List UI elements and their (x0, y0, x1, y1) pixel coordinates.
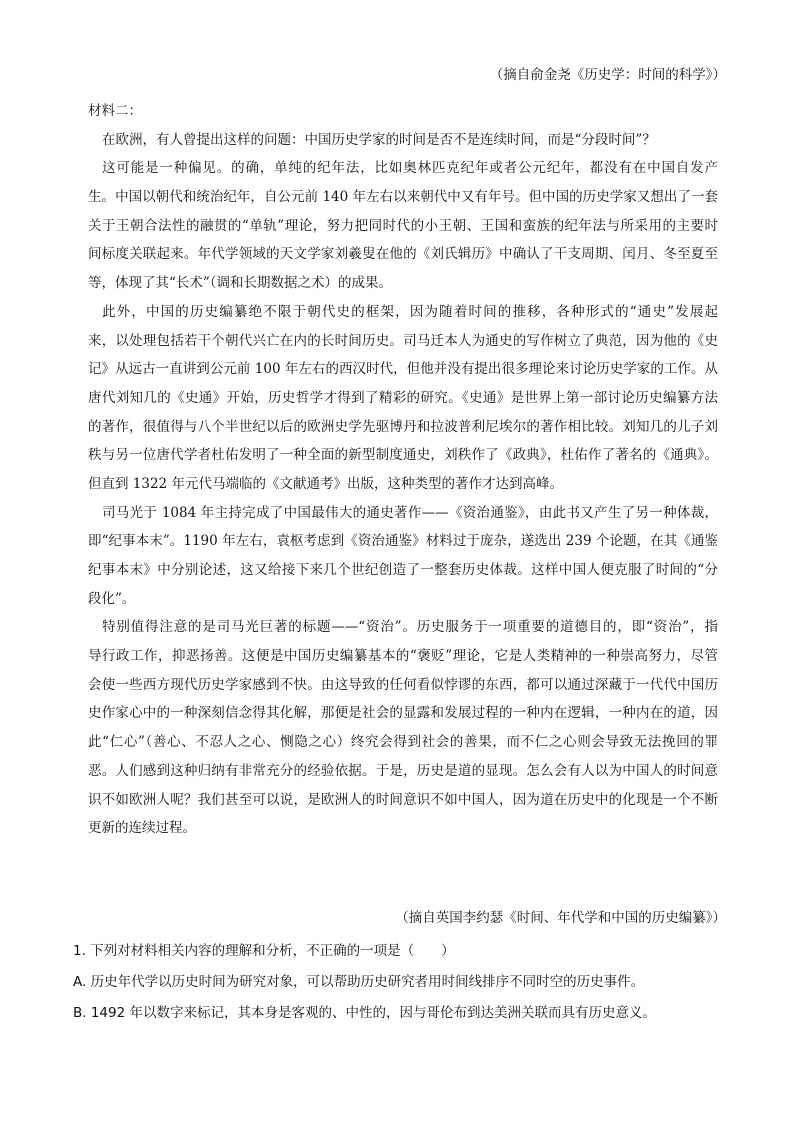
paragraph-line: 的著作，很值得与八个半世纪以后的欧洲史学先驱博丹和拉波普利尼埃尔的著作相比较。刘知几的儿子刘 (88, 418, 718, 435)
source-attribution-1: （摘自俞金尧《历史学：时间的科学》） (489, 67, 726, 83)
question-stem: 1. 下列对材料相关内容的理解和分析，不正确的一项是（ ） (73, 943, 455, 959)
paragraph-line: 来，以处理包括若干个朝代兴亡在内的长时间历史。司马迁本人为通史的写作树立了典范，因为他的《史 (88, 332, 718, 349)
material-two-body (88, 97, 718, 843)
material-heading: 材料二： (88, 103, 142, 119)
paragraph-line: 特别值得注意的是司马光巨著的标题——“资治”。历史服务于一项重要的道德目的，即“资治”，指 (102, 619, 718, 636)
paragraph-line: 司马光于 1084 年主持完成了中国最伟大的通史著作——《资治通鉴》，由此书又产生了另一种体裁， (102, 504, 718, 521)
paragraph-line: 但直到 1322 年元代马端临的《文献通考》出版，这种类型的著作才达到高峰。 (88, 475, 563, 492)
paragraph-line: 唐代刘知几的《史通》开始，历史哲学才得到了精彩的研究。《史通》是世界上第一部讨论历史编纂方法 (88, 389, 718, 406)
paragraph-line: 恶。人们感到这种归纳有非常充分的经验依据。于是，历史是道的显现。怎么会有人以为中国人的时间意 (88, 762, 718, 779)
paragraph-line: 记》从远古一直讲到公元前 100 年左右的西汉时代，但他并没有提出很多理论来讨论历史学家的工作。从 (88, 361, 718, 378)
paragraph-line: 这可能是一种偏见。的确，单纯的纪年法，比如奥林匹克纪年或者公元纪年，都没有在中国自发产 (102, 160, 718, 177)
paragraph-line: 即“纪事本末”。1190 年左右，袁枢考虑到《资治通鉴》材料过于庞杂，遂选出 239 个论题，在其《通鉴 (88, 533, 718, 550)
paragraph-line: 生。中国以朝代和统治纪年，自公元前 140 年左右以来朝代中又有年号。但中国的历史学家又想出了一套 (88, 189, 718, 206)
paragraph-line: 更新的连续过程。 (88, 820, 196, 837)
question-option-a: A. 历史年代学以历史时间为研究对象，可以帮助历史研究者用时间线排序不同时空的历史事件。 (73, 974, 645, 990)
paragraph-line: 间标度关联起来。年代学领域的天文学家刘羲叟在他的《刘氏辑历》中确认了干支周期、闰月、冬至夏至 (88, 246, 718, 263)
paragraph-line: 关于王朝合法性的融贯的“单轨”理论，努力把同时代的小王朝、王国和蛮族的纪年法与所采用的主要时 (88, 217, 718, 234)
paragraph-line: 史作家心中的一种深刻信念得其化解，那便是社会的显露和发展过程的一种内在逻辑，一种内在的道，因 (88, 705, 718, 722)
source-attribution-2: （摘自英国李约瑟《时间、年代学和中国的历史编纂》） (395, 910, 726, 926)
paragraph-line: 识不如欧洲人呢？我们甚至可以说，是欧洲人的时间意识不如中国人，因为道在历史中的化现是一个不断 (88, 791, 718, 808)
paragraph-line: 会使一些西方现代历史学家感到不快。由这导致的任何看似悖谬的东西，都可以通过深藏于一代代中国历 (88, 676, 718, 693)
paragraph-line: 此外，中国的历史编纂绝不限于朝代史的框架，因为随着时间的推移，各种形式的“通史”发展起 (102, 303, 718, 320)
paragraph-line: 秩与另一位唐代学者杜佑发明了一种全面的新型制度通史，刘秩作了《政典》，杜佑作了著名的《通典》。 (88, 447, 718, 464)
paragraph-line: 此“仁心”（善心、不忍人之心、恻隐之心）终究会得到社会的善果，而不仁之心则会导致无法挽回的罪 (88, 734, 718, 751)
paragraph-line: 等，体现了其“长术”（调和长期数据之术）的成果。 (88, 275, 393, 292)
paragraph-line: 导行政工作，抑恶扬善。这便是中国历史编纂基本的“褒贬”理论，它是人类精神的一种崇高努力，尽管 (88, 648, 718, 665)
question-option-b: B. 1492 年以数字来标记，其本身是客观的、中性的，因与哥伦布到达美洲关联而具有历史意义。 (73, 1005, 656, 1021)
paragraph-line: 纪事本末》中分别论述，这又给接下来几个世纪创造了一整套历史体裁。这样中国人便克服了时间的“分 (88, 562, 718, 578)
paragraph-line: 段化”。 (88, 590, 136, 607)
paragraph-line: 在欧洲，有人曾提出这样的问题：中国历史学家的时间是否不是连续时间，而是“分段时间”？ (102, 131, 656, 148)
